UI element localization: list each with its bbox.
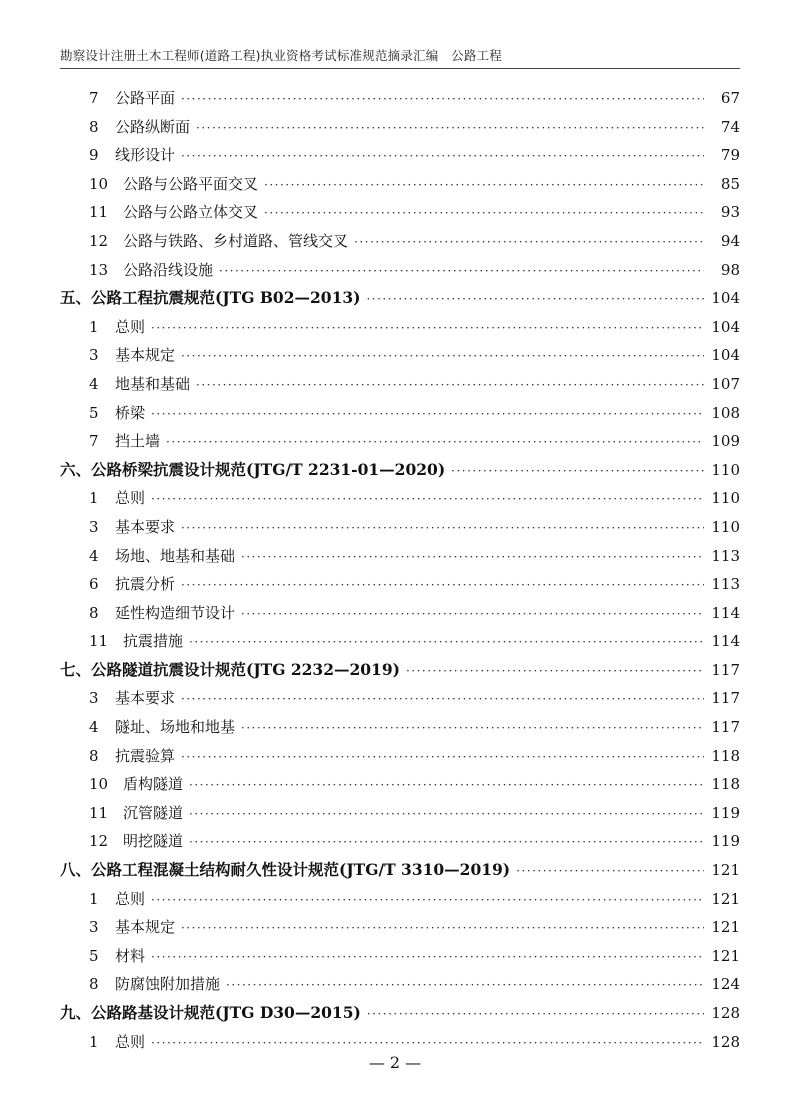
toc-entry-page: 118	[711, 746, 740, 765]
toc-entry-page: 108	[711, 403, 740, 422]
toc-subsection-entry[interactable]	[60, 227, 740, 256]
dot-leader	[181, 342, 704, 371]
dot-leader	[151, 485, 704, 514]
toc-entry-number: 1	[89, 317, 99, 336]
toc-entry-title: 隧址、场地和地基	[115, 718, 236, 737]
toc-entry-page: 104	[711, 289, 740, 308]
toc-entry-title: 防腐蚀附加措施	[115, 975, 221, 994]
dot-leader	[406, 657, 704, 686]
toc-entry-page: 119	[711, 832, 740, 851]
toc-entry-page: 85	[720, 174, 740, 193]
toc-subsection-entry[interactable]	[60, 942, 740, 971]
toc-entry-title: 公路与公路平面交叉	[123, 174, 259, 193]
toc-entry-page: 74	[720, 117, 740, 136]
toc-entry-title: 盾构隧道	[123, 775, 184, 794]
toc-entry-number: 11	[89, 803, 109, 822]
dot-leader	[189, 828, 704, 857]
dot-leader	[226, 971, 704, 1000]
toc-entry-title: 公路与铁路、乡村道路、管线交叉	[123, 231, 349, 250]
toc-entry-number: 11	[89, 632, 109, 651]
dot-leader	[151, 400, 704, 429]
toc-entry-page: 93	[720, 203, 740, 222]
toc-entry-number: 3	[89, 517, 99, 536]
dot-leader	[219, 257, 704, 286]
dot-leader	[241, 600, 704, 629]
toc-entry-title: 公路平面	[115, 89, 176, 107]
toc-subsection-entry[interactable]	[60, 484, 740, 513]
toc-entry-number: 8	[89, 746, 99, 765]
toc-entry-number: 4	[89, 546, 99, 565]
toc-entry-title: 总则	[115, 317, 146, 336]
toc-entry-page: 117	[711, 689, 740, 708]
dot-leader	[181, 743, 704, 772]
dot-leader	[151, 943, 704, 972]
dot-leader	[367, 1000, 704, 1029]
dot-leader	[181, 85, 704, 114]
dot-leader	[166, 428, 704, 457]
dot-leader	[181, 685, 704, 714]
toc-entry-title: 线形设计	[115, 146, 176, 165]
toc-section-entry[interactable]	[60, 999, 740, 1028]
toc-subsection-entry[interactable]	[60, 141, 740, 170]
toc-entry-title: 抗震措施	[123, 632, 184, 651]
toc-entry-title: 基本要求	[115, 689, 176, 708]
dot-leader	[366, 285, 704, 314]
toc-section-entry[interactable]	[60, 856, 740, 885]
toc-entry-page: 121	[711, 918, 740, 937]
toc-subsection-entry[interactable]	[60, 313, 740, 342]
toc-entry-page: 104	[711, 317, 740, 336]
toc-entry-number: 8	[89, 975, 99, 994]
toc-entry-number: 8	[89, 603, 99, 622]
dot-leader	[151, 886, 704, 915]
dot-leader	[516, 857, 704, 886]
toc-entry-title: 基本规定	[115, 918, 176, 937]
toc-entry-page: 98	[720, 260, 740, 279]
dot-leader	[196, 371, 704, 400]
toc-subsection-entry[interactable]	[60, 542, 740, 571]
toc-subsection-entry[interactable]	[60, 370, 740, 399]
toc-entry-page: 121	[711, 946, 740, 965]
dot-leader	[241, 714, 704, 743]
dot-leader	[181, 142, 704, 171]
table-of-contents	[60, 84, 740, 1056]
dot-leader	[264, 199, 704, 228]
toc-entry-page: 67	[720, 89, 740, 107]
toc-subsection-entry[interactable]	[60, 570, 740, 599]
toc-entry-title: 桥梁	[115, 403, 146, 422]
toc-entry-page: 118	[711, 775, 740, 794]
toc-subsection-entry[interactable]	[60, 198, 740, 227]
toc-entry-number: 1	[89, 889, 99, 908]
dot-leader	[189, 628, 704, 657]
toc-entry-number: 5	[89, 403, 99, 422]
toc-subsection-entry[interactable]	[60, 84, 740, 113]
toc-entry-number: 4	[89, 718, 99, 737]
toc-entry-title: 抗震分析	[115, 575, 176, 594]
toc-entry-title: 五、公路工程抗震规范(JTG B02—2013)	[60, 288, 361, 308]
toc-entry-page: 104	[711, 346, 740, 365]
toc-entry-title: 公路纵断面	[115, 117, 191, 136]
dot-leader	[264, 171, 704, 200]
dot-leader	[151, 314, 704, 343]
toc-entry-title: 延性构造细节设计	[115, 603, 236, 622]
toc-entry-title: 抗震验算	[115, 746, 176, 765]
toc-entry-title: 沉管隧道	[123, 803, 184, 822]
toc-entry-number: 1	[89, 489, 99, 508]
toc-entry-number: 1	[89, 1032, 99, 1051]
toc-entry-title: 总则	[115, 889, 146, 908]
toc-entry-number: 3	[89, 346, 99, 365]
toc-entry-number: 12	[89, 832, 109, 851]
toc-entry-number: 5	[89, 946, 99, 965]
toc-subsection-entry[interactable]	[60, 770, 740, 799]
page-number: — 2 —	[368, 1053, 422, 1072]
toc-section-entry[interactable]	[60, 656, 740, 685]
dot-leader	[451, 457, 704, 486]
toc-section-entry[interactable]	[60, 456, 740, 485]
toc-entry-title: 六、公路桥梁抗震设计规范(JTG/T 2231-01—2020)	[60, 459, 446, 479]
toc-subsection-entry[interactable]	[60, 684, 740, 713]
toc-entry-title: 明挖隧道	[123, 832, 184, 851]
toc-entry-number: 12	[89, 231, 109, 250]
toc-section-entry[interactable]	[60, 284, 740, 313]
dot-leader	[181, 571, 704, 600]
toc-entry-title: 基本要求	[115, 517, 176, 536]
toc-entry-page: 128	[711, 1032, 740, 1051]
toc-entry-number: 13	[89, 260, 109, 279]
toc-subsection-entry[interactable]	[60, 913, 740, 942]
toc-subsection-entry[interactable]	[60, 427, 740, 456]
toc-subsection-entry[interactable]	[60, 399, 740, 428]
dot-leader	[189, 800, 704, 829]
toc-entry-page: 110	[711, 517, 740, 536]
toc-subsection-entry[interactable]	[60, 827, 740, 856]
toc-entry-number: 4	[89, 374, 99, 393]
toc-subsection-entry[interactable]	[60, 627, 740, 656]
toc-entry-title: 挡土墙	[115, 432, 161, 451]
toc-entry-page: 124	[711, 975, 740, 994]
toc-entry-page: 113	[711, 546, 740, 565]
toc-entry-number: 10	[89, 174, 109, 193]
toc-entry-page: 110	[711, 489, 740, 508]
toc-entry-page: 121	[711, 889, 740, 908]
dot-leader	[181, 514, 704, 543]
toc-entry-page: 94	[720, 231, 740, 250]
toc-entry-title: 公路沿线设施	[123, 260, 214, 279]
toc-subsection-entry[interactable]	[60, 113, 740, 142]
toc-entry-title: 九、公路路基设计规范(JTG D30—2015)	[60, 1003, 361, 1022]
toc-subsection-entry[interactable]	[60, 742, 740, 771]
dot-leader	[241, 543, 704, 572]
toc-entry-title: 八、公路工程混凝土结构耐久性设计规范(JTG/T 3310—2019)	[60, 860, 511, 880]
toc-entry-title: 地基和基础	[115, 374, 191, 393]
dot-leader	[354, 228, 704, 257]
toc-entry-page: 113	[711, 575, 740, 594]
toc-entry-number: 3	[89, 918, 99, 937]
toc-entry-number: 3	[89, 689, 99, 708]
toc-subsection-entry[interactable]	[60, 513, 740, 542]
toc-entry-page: 114	[711, 603, 740, 622]
toc-entry-page: 119	[711, 803, 740, 822]
toc-entry-page: 107	[711, 374, 740, 393]
toc-subsection-entry[interactable]	[60, 256, 740, 285]
toc-subsection-entry[interactable]	[60, 970, 740, 999]
toc-entry-page: 128	[711, 1004, 740, 1022]
toc-entry-title: 总则	[115, 1032, 146, 1051]
toc-entry-title: 七、公路隧道抗震设计规范(JTG 2232—2019)	[60, 659, 400, 679]
toc-entry-page: 79	[720, 146, 740, 165]
toc-subsection-entry[interactable]	[60, 799, 740, 828]
toc-entry-page: 121	[711, 861, 740, 880]
toc-entry-number: 8	[89, 117, 99, 136]
dot-leader	[189, 771, 704, 800]
toc-entry-page: 117	[711, 660, 740, 679]
header-divider	[60, 68, 740, 69]
toc-entry-page: 117	[711, 718, 740, 737]
toc-entry-page: 110	[711, 460, 740, 479]
toc-entry-number: 9	[89, 146, 99, 165]
dot-leader	[196, 114, 704, 143]
toc-entry-title: 基本规定	[115, 346, 176, 365]
toc-entry-title: 材料	[115, 946, 146, 965]
toc-subsection-entry[interactable]	[60, 599, 740, 628]
toc-entry-title: 公路与公路立体交叉	[123, 203, 259, 222]
dot-leader	[181, 914, 704, 943]
toc-subsection-entry[interactable]	[60, 170, 740, 199]
running-header: 勘察设计注册土木工程师(道路工程)执业资格考试标准规范摘录汇编 公路工程	[60, 48, 502, 63]
toc-entry-number: 6	[89, 575, 99, 594]
toc-entry-number: 7	[89, 89, 99, 107]
toc-entry-number: 10	[89, 775, 109, 794]
toc-subsection-entry[interactable]	[60, 341, 740, 370]
toc-subsection-entry[interactable]	[60, 1028, 740, 1057]
toc-entry-number: 11	[89, 203, 109, 222]
toc-entry-title: 场地、地基和基础	[115, 546, 236, 565]
toc-subsection-entry[interactable]	[60, 713, 740, 742]
toc-subsection-entry[interactable]	[60, 885, 740, 914]
toc-entry-page: 109	[711, 432, 740, 451]
toc-entry-title: 总则	[115, 489, 146, 508]
toc-entry-number: 7	[89, 432, 99, 451]
toc-entry-page: 114	[711, 632, 740, 651]
